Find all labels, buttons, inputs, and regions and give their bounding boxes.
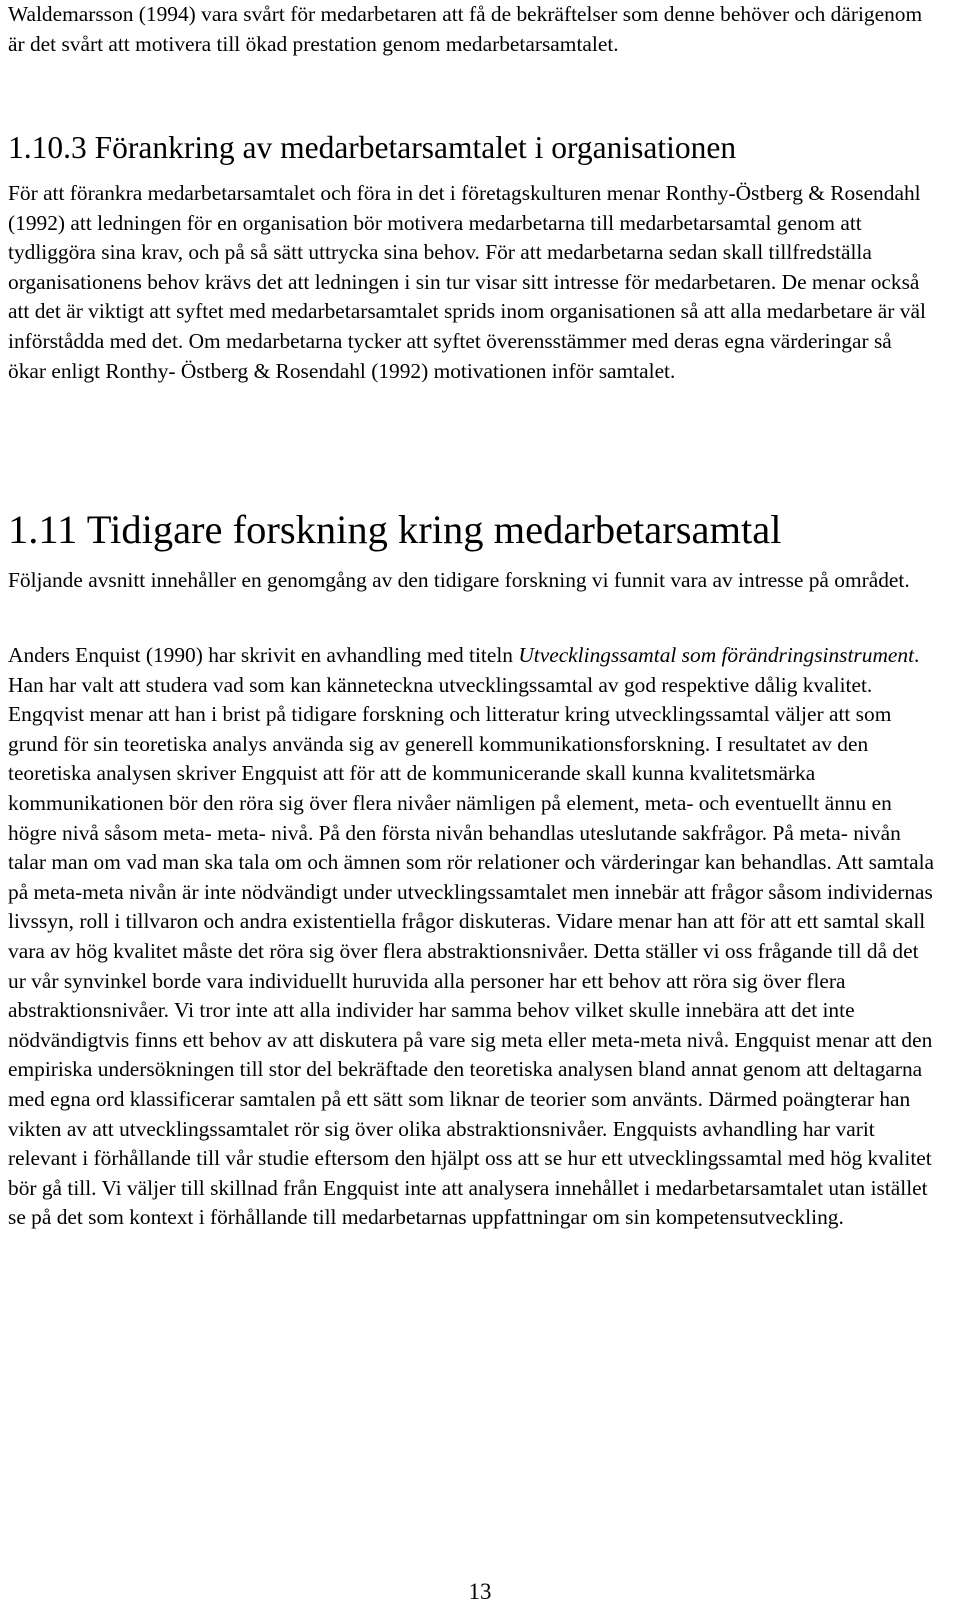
section-heading-1-11: 1.11 Tidigare forskning kring medarbetarsamtal [8, 507, 782, 552]
body-text-rest: . Han har valt att studera vad som kan känneteckna utvecklingssamtal av god respektive dålig kvalitet. Engqvist menar att han i brist på tidigare forskning och litteratur kring utvecklingssamtal väljer att som grund för sin teoretiska analys använda sig av generell kommunikationsforskning. I resultatet av den teoretiska analysen skriver Engquist att för att de kommunicerande skall kunna kvalitetsmärka kommunikationen bör den röra sig över flera nivåer nämligen på element, meta- och eventuellt ännu en högre nivå såsom meta- meta- nivå. På den första nivån behandlas uteslutande sakfrågor. På meta- nivån talar man om vad man ska tala om och ämnen som rör relationer och värderingar kan behandlas. Att samtala på meta-meta nivån är inte nödvändigt under utvecklingssamtalet men innebär att frågor såsom individernas livssyn, roll i tillvaron och andra existentiella frågor diskuteras. Vidare menar han att för att ett samtal skall vara av hög kvalitet måste det röra sig över flera abstraktionsnivåer. Detta ställer vi oss frågande till då det ur vår synvinkel borde vara individuellt huruvida alla personer har ett behov att röra sig över flera abstraktionsnivåer. Vi tror inte att alla individer har samma behov vilket skulle innebära att det inte nödvändigtvis finns ett behov av att diskutera på vare sig meta eller meta-meta nivå. Engquist menar att den empiriska undersökningen till stor del bekräftade den teoretiska analysen bland annat genom att deltagarna med egna ord klassificerar samtalen på ett sätt som liknar de teorier som använts. Därmed poängterar han vikten av att utvecklingssamtalet rör sig över olika abstraktionsnivåer. Engquists avhandling har varit relevant i förhållande till vår studie eftersom den hjälpt oss att se hur ett utvecklingssamtal med hög kvalitet bör gå till. Vi väljer till skillnad från Engquist inte att analysera innehållet i medarbetarsamtalet utan istället se på det som kontext i förhållande till medarbetarnas uppfattningar om sin kompetensutveckling. [8, 643, 935, 1230]
page-number: 13 [468, 1579, 492, 1604]
section-heading-1-10-3: 1.10.3 Förankring av medarbetarsamtalet i organisationen [8, 130, 737, 165]
section-1-11-body [8, 641, 934, 1233]
section-1-11-intro: Följande avsnitt innehåller en genomgång av den tidigare forskning vi funnit vara av intresse på området. [8, 568, 910, 592]
intro-paragraph: Waldemarsson (1994) vara svårt för medarbetaren att få de bekräftelser som denne behöver och därigenom är det svårt att motivera till ökad prestation genom medarbetarsamtalet. [8, 2, 923, 56]
dissertation-title: Utvecklingssamtal som förändringsinstrument [518, 643, 915, 667]
section-1-10-3-body: För att förankra medarbetarsamtalet och föra in det i företagskulturen menar Ronthy-Östberg & Rosendahl (1992) att ledningen för en organisation bör motivera medarbetarna till medarbetarsamtal genom att tydliggöra sina krav, och på så sätt uttrycka sina behov. För att medarbetarna sedan skall tillfredställa organisationens behov krävs det att ledningen i sin tur visar sitt intresse för medarbetaren. De menar också att det är viktigt att syftet med medarbetarsamtalet sprids inom organisationen så att alla medarbetare är väl införstådda med det. Om medarbetarna tycker att syftet överensstämmer med deras egna värderingar så ökar enligt Ronthy- Östberg & Rosendahl (1992) motivationen inför samtalet. [8, 181, 926, 383]
body-text-start: Anders Enquist (1990) har skrivit en avhandling med titeln [8, 643, 519, 667]
